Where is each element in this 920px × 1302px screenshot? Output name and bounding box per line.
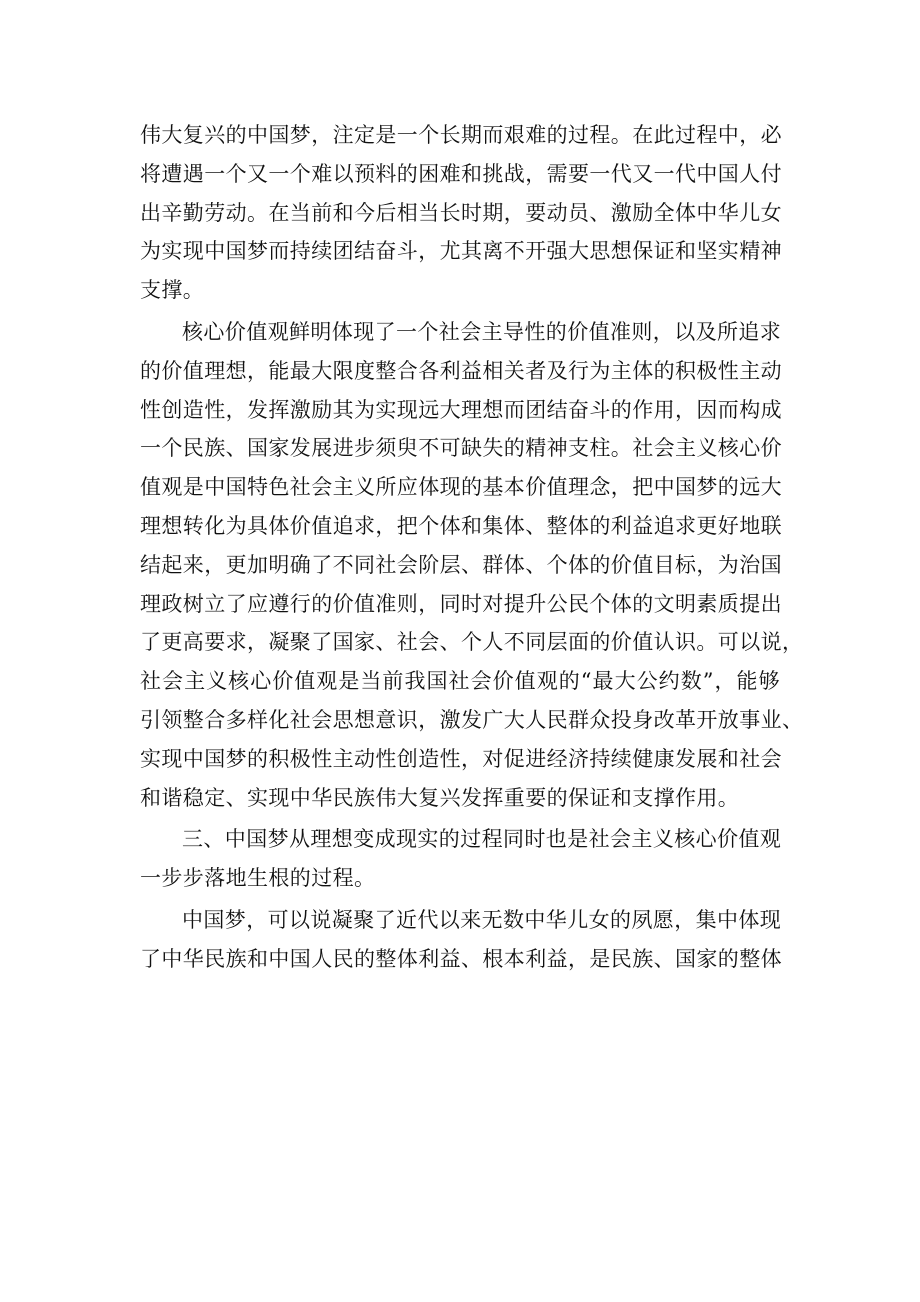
text-line: 结起来，更加明确了不同社会阶层、群体、个体的价值目标，为治国 <box>140 552 782 577</box>
text-line: 将遭遇一个又一个难以预料的困难和挑战，需要一代又一代中国人付 <box>140 161 782 186</box>
document-body <box>140 116 804 979</box>
text-line: 伟大复兴的中国梦，注定是一个长期而艰难的过程。在此过程中，必 <box>140 123 782 147</box>
text-line: 中国梦，可以说凝聚了近代以来无数中华儿女的夙愿，集中体现 <box>182 907 782 932</box>
text-line: 实现中国梦的积极性主动性创造性，对促进经济持续健康发展和社会 <box>140 746 782 771</box>
text-line: 值观是中国特色社会主义所应体现的基本价值理念，把中国梦的远大 <box>140 475 782 500</box>
text-line: 支撑。 <box>140 278 205 303</box>
paragraph-3-heading <box>140 820 780 898</box>
paragraph-1 <box>140 116 780 310</box>
paragraph-4 <box>140 901 780 979</box>
text-line: 性创造性，发挥激励其为实现远大理想而团结奋斗的作用，因而构成 <box>140 397 782 422</box>
text-line: 为实现中国梦而持续团结奋斗，尤其离不开强大思想保证和坚实精神 <box>140 239 782 264</box>
text-line: 的价值理想，能最大限度整合各利益相关者及行为主体的积极性主动 <box>140 358 782 383</box>
text-line: 了更高要求，凝聚了国家、社会、个人不同层面的价值认识。可以说， <box>140 630 804 655</box>
text-line: 引领整合多样化社会思想意识，激发广大人民群众投身改革开放事业、 <box>140 707 804 732</box>
text-line: 核心价值观鲜明体现了一个社会主导性的价值准则，以及所追求 <box>182 319 782 344</box>
text-line: 理想转化为具体价值追求，把个体和集体、整体的利益追求更好地联 <box>140 513 782 538</box>
text-line: 和谐稳定、实现中华民族伟大复兴发挥重要的保证和支撑作用。 <box>140 785 740 810</box>
text-line: 社会主义核心价值观是当前我国社会价值观的“最大公约数”，能够 <box>140 669 780 694</box>
text-line: 一个民族、国家发展进步须臾不可缺失的精神支柱。社会主义核心价 <box>140 436 782 461</box>
text-line: 三、中国梦从理想变成现实的过程同时也是社会主义核心价值观 <box>182 827 782 852</box>
paragraph-2 <box>140 313 804 817</box>
text-line: 出辛勤劳动。在当前和今后相当长时期，要动员、激励全体中华儿女 <box>140 200 782 225</box>
text-line: 理政树立了应遵行的价值准则，同时对提升公民个体的文明素质提出 <box>140 591 782 616</box>
text-line: 了中华民族和中国人民的整体利益、根本利益，是民族、国家的整体 <box>140 946 782 971</box>
text-line: 一步步落地生根的过程。 <box>140 866 376 891</box>
